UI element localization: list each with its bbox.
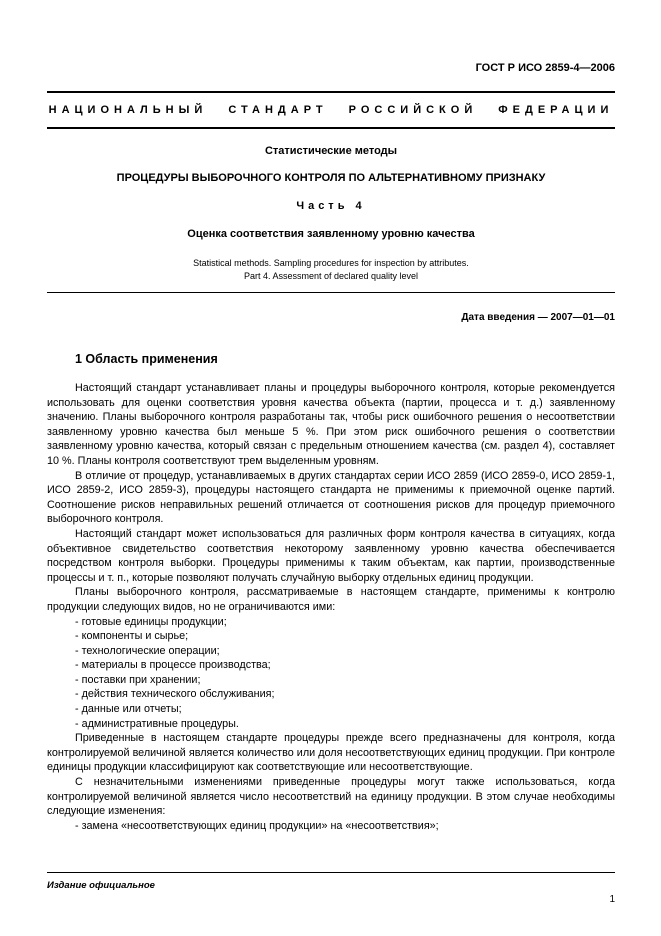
category-title: Статистические методы xyxy=(264,145,398,157)
paragraph: Настоящий стандарт может использоваться для различных форм контроля качества в ситуациях, когда объективное свидетельство соответствия некоторому заявленному уровню качества обеспечивается посредством контроля выборки. Процедуры применимы к таким объектам, как партии, производственные процессы и т. п., которые позволяют получать случайную выборку отдельных единиц продукции. xyxy=(47,527,615,584)
footer-rule xyxy=(47,872,615,873)
main-title: ПРОЦЕДУРЫ ВЫБОРОЧНОГО КОНТРОЛЯ ПО АЛЬТЕРНАТИВНОМУ ПРИЗНАКУ xyxy=(116,172,546,184)
english-title-line2: Part 4. Assessment of declared quality level xyxy=(243,271,419,281)
section-1-heading: 1 Область применения xyxy=(75,352,218,366)
footer xyxy=(47,872,615,905)
list-item: - материалы в процессе производства; xyxy=(75,659,271,672)
page-number: 1 xyxy=(609,894,615,905)
list-item: - действия технического обслуживания; xyxy=(75,688,275,701)
list-item: - компоненты и сырье; xyxy=(75,630,189,643)
list-item: - административные процедуры. xyxy=(75,717,239,730)
scope-list xyxy=(47,615,615,732)
part-label: Часть 4 xyxy=(296,200,366,212)
list-item: - готовые единицы продукции; xyxy=(75,615,227,628)
section-1-body xyxy=(47,381,615,833)
english-title xyxy=(47,257,615,283)
paragraph: Приведенные в настоящем стандарте процедуры прежде всего предназначены для контроля, когда контролируемой величиной является количество или доля несоответствующих единиц продукции. При контроле единицы продукции классифицируют как соответствующие или несоответствующие. xyxy=(47,732,615,774)
list-item: - технологические операции; xyxy=(75,644,220,657)
paragraph: Планы выборочного контроля, рассматриваемые в настоящем стандарте, применимы к контролю продукции следующих видов, но не ограничиваются ими: xyxy=(47,586,615,613)
list-item: - поставки при хранении; xyxy=(75,673,201,686)
header-rule-bottom xyxy=(47,127,615,129)
edition-note: Издание официальное xyxy=(47,880,155,891)
english-title-line1: Statistical methods. Sampling procedures for inspection by attributes. xyxy=(193,258,469,268)
paragraph: В отличие от процедур, устанавливаемых в других стандартах серии ИСО 2859 (ИСО 2859-0, ИСО 2859-1, ИСО 2859-2, ИСО 2859-3), процедуры настоящего стандарта не применимы к приемочной оценке партий. Соотношение рисков неправильных решений отличается от соотношения рисков для процедур приемочного выборочного контроля. xyxy=(47,469,615,526)
standard-type-title: НАЦИОНАЛЬНЫЙ СТАНДАРТ РОССИЙСКОЙ ФЕДЕРАЦИИ xyxy=(48,104,614,116)
paragraph: Настоящий стандарт устанавливает планы и процедуры выборочного контроля, которые рекомендуется использовать для оценки соответствия уровня качества объекта (партии, процесса и т. д.) заявленному значению. Планы выборочного контроля разработаны так, чтобы риск ошибочного решения о несоответствии заявленному уровню качества был меньше 5 %. При этом риск ошибочного решения о соответствии заявленному уровню качества, который связан с предельным отношением качества (см. раздел 4), составляет 10 %. Планы контроля соответствуют трем выделенным уровням. xyxy=(47,382,615,467)
paragraph: С незначительными изменениями приведенные процедуры могут также использоваться, когда контролируемой величиной является число несоответствий на единицу продукции. В этом случае необходимы следующие изменения: xyxy=(47,776,615,818)
list-item: - данные или отчеты; xyxy=(75,703,182,716)
header-rule-top xyxy=(47,91,615,93)
effective-date: Дата введения — 2007—01—01 xyxy=(461,312,615,323)
title-rule xyxy=(47,292,615,293)
list-item: - замена «несоответствующих единиц продукции» на «несоответствия»; xyxy=(75,819,439,832)
subtitle: Оценка соответствия заявленному уровню качества xyxy=(187,228,475,240)
doc-number: ГОСТ Р ИСО 2859-4—2006 xyxy=(475,62,615,74)
